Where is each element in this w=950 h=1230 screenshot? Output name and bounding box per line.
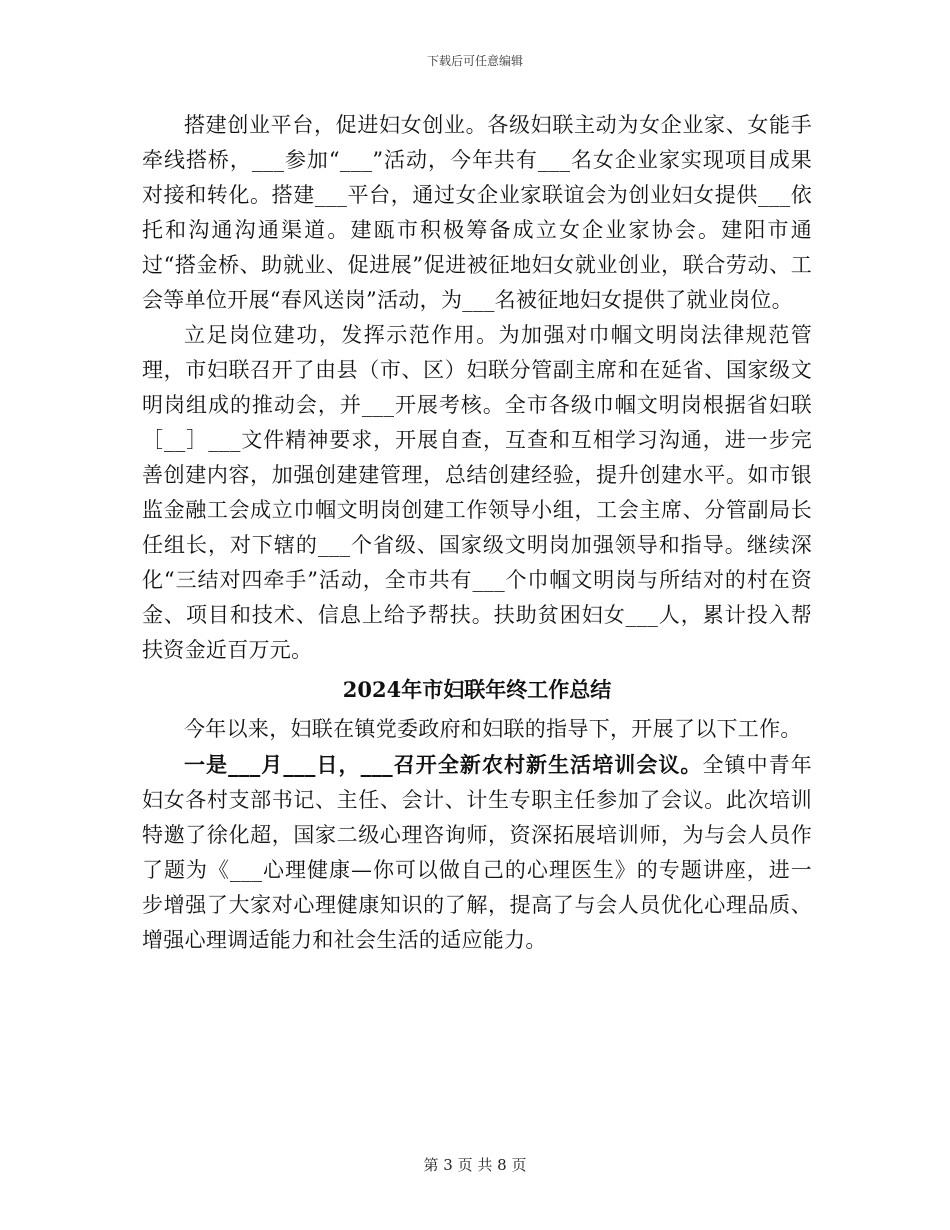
paragraph-intro: 今年以来，妇联在镇党委政府和妇联的指导下，开展了以下工作。 xyxy=(184,717,802,741)
paragraph-entrepreneurship-platform: 搭建创业平台，促进妇女创业。各级妇联主动为女企业家、女能手牵线搭桥，___参加“___”活动，今年共有___名女企业家实现项目成果对接和转化。搭建___平台，通过女企业家联谊会为创业妇女提供___依托和沟通沟通渠道。建瓯市积极筹备成立女企业家协会。建阳市通过“搭金桥、助就业、促进展”促进被征地妇女就业创业，联合劳动、工会等单位开展“春风送岗”活动，为___名被征地妇女提供了就业岗位。 xyxy=(142,113,812,312)
document-body xyxy=(142,108,812,958)
paragraph-post-merit: 立足岗位建功，发挥示范作用。为加强对巾帼文明岗法律规范管理，市妇联召开了由县（市、区）妇联分管副主席和在延省、国家级文明岗组成的推动会，并___开展考核。全市各级巾帼文明岗根据省妇联［__］___文件精神要求，开展自查，互查和互相学习沟通，进一步完善创建内容，加强创建建管理，总结创建经验，提升创建水平。如市银监金融工会成立巾帼文明岗创建工作领导小组，工会主席、分管副局长任组长，对下辖的___个省级、国家级文明岗加强领导和指导。继续深化“三结对四牵手”活动，全市共有___个巾帼文明岗与所结对的村在资金、项目和技术、信息上给予帮扶。扶助贫困妇女___人，累计投入帮扶资金近百万元。 xyxy=(142,323,812,662)
page-header-note: 下载后可任意编辑 xyxy=(426,54,523,68)
section-title: 2024年市妇联年终工作总结 xyxy=(342,677,612,702)
paragraph-item-one xyxy=(142,747,812,958)
page-number: 第 3 页 共 8 页 xyxy=(423,1156,527,1174)
item-one-body: 全镇中青年妇女各村支部书记、主任、会计、计生专职主任参加了会议。此次培训特邀了徐化超，国家二级心理咨询师，资深拓展培训师，为与会人员作了题为《___心理健康—你可以做自己的心理医生》的专题讲座，进一步增强了大家对心理健康知识的了解，提高了与会人员优化心理品质、增强心理调适能力和社会生活的适应能力。 xyxy=(142,753,812,952)
item-one-lead: 一是___月___日，___召开全新农村新生活培训会议。 xyxy=(184,752,703,777)
